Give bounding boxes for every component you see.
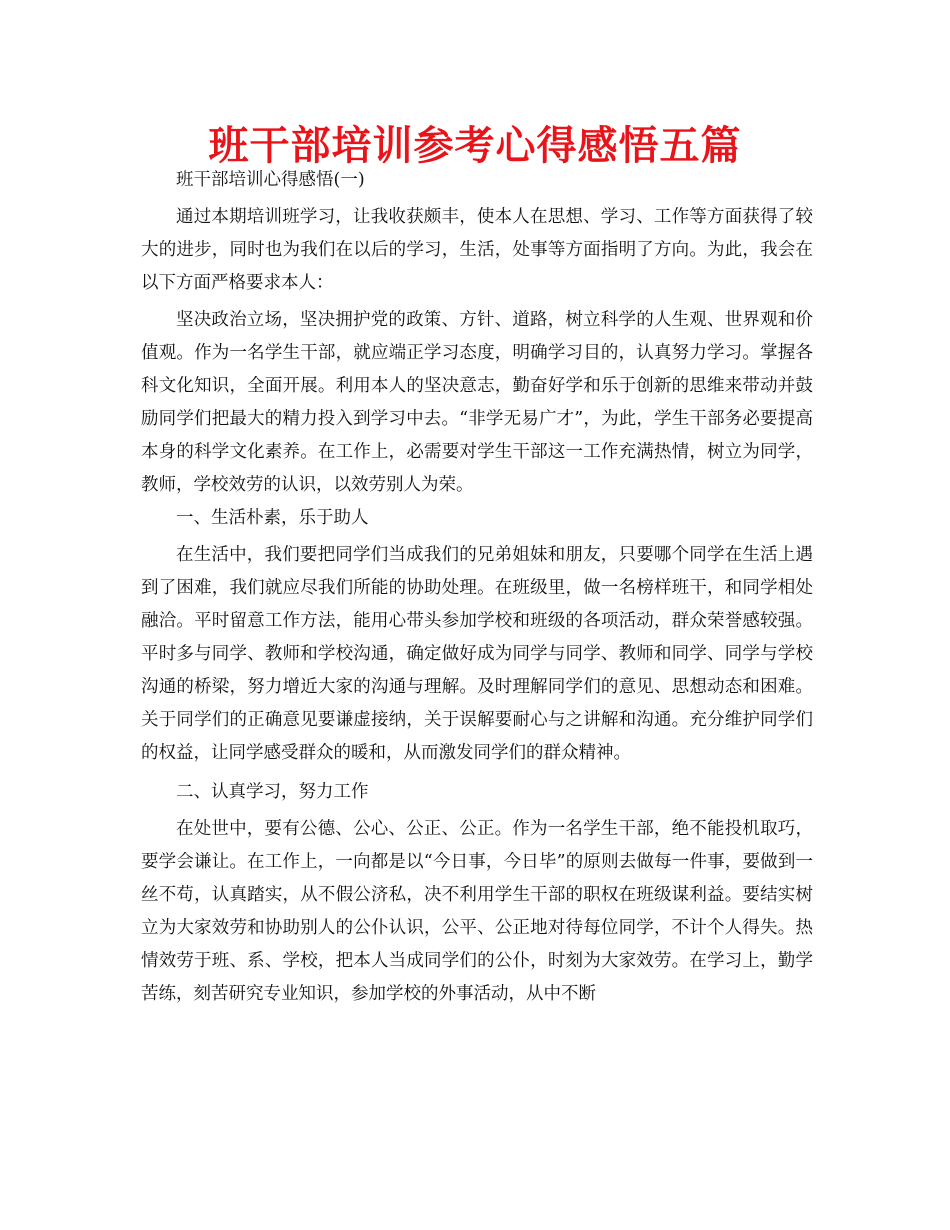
body-paragraph-study: 在处世中，要有公德、公心、公正、公正。作为一名学生干部，绝不能投机取巧，要学会谦让。在工作上，一向都是以“今日事，今日毕”的原则去做每一件事，要做到一丝不苟，认真踏实，从不假公济私，决不利用学生干部的职权在班级谋利益。要结实树立为大家效劳和协助别人的公仆认识，公平、公正地对待每位同学，不计个人得失。热情效劳于班、系、学校，把本人当成同学们的公仆，时刻为大家效劳。在学习上，勤学苦练，刻苦研究专业知识，参加学校的外事活动，从中不断 <box>141 819 813 1004</box>
document-body <box>141 164 813 1011</box>
body-paragraph-politics: 坚决政治立场，坚决拥护党的政策、方针、道路，树立科学的人生观、世界观和价值观。作为一名学生干部，就应端正学习态度，明确学习目的，认真努力学习。掌握各科文化知识，全面开展。利用本人的坚决意志，勤奋好学和乐于创新的思维来带动并鼓励同学们把最大的精力投入到学习中去。“非学无易广才”，为此，学生干部务必要提高本身的科学文化素养。在工作上，必需要对学生干部这一工作充满热情，树立为同学，教师，学校效劳的认识，以效劳别人为荣。 <box>141 310 813 495</box>
section-heading-1: 班干部培训心得感悟(一) <box>176 170 365 190</box>
document-title: 班干部培训参考心得感悟五篇 <box>208 123 742 169</box>
intro-paragraph: 通过本期培训班学习，让我收获颇丰，使本人在思想、学习、工作等方面获得了较大的进步，同时也为我们在以后的学习，生活，处事等方面指明了方向。为此，我会在以下方面严格要求本人： <box>141 207 813 293</box>
subheading-study: 二、认真学习，努力工作 <box>176 782 369 802</box>
body-paragraph-life: 在生活中，我们要把同学们当成我们的兄弟姐妹和朋友，只要哪个同学在生活上遇到了困难，我们就应尽我们所能的协助处理。在班级里，做一名榜样班干，和同学相处融洽。平时留意工作方法，能用心带头参加学校和班级的各项活动，群众荣誉感较强。平时多与同学、教师和学校沟通，确定做好成为同学与同学、教师和同学、同学与学校沟通的桥梁，努力增近大家的沟通与理解。及时理解同学们的意见、思想动态和困难。关于同学们的正确意见要谦虚接纳，关于误解要耐心与之讲解和沟通。充分维护同学们的权益，让同学感受群众的暖和，从而激发同学们的群众精神。 <box>141 545 813 763</box>
subheading-life: 一、生活朴素，乐于助人 <box>176 508 369 528</box>
